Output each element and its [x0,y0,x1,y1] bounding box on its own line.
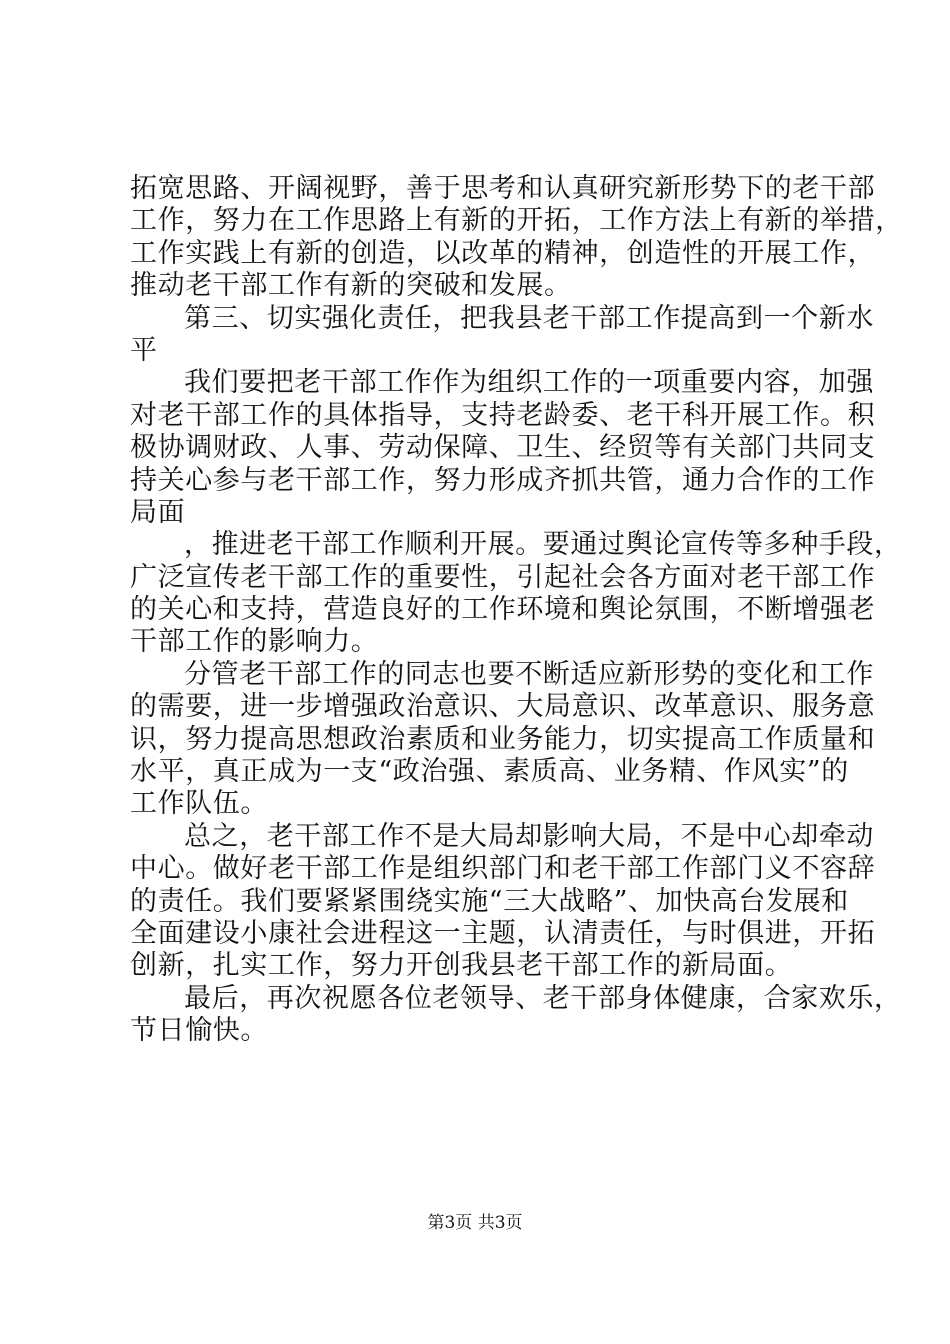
text-line: 持关心参与老干部工作，努力形成齐抓共管，通力合作的工作 [130,464,876,496]
text-line: 水平，真正成为一支“政治强、素质高、业务精、作风实”的 [130,756,849,788]
text-line: 的需要，进一步增强政治意识、大局意识、改革意识、服务意 [130,691,876,723]
text-line: 工作队伍。 [130,788,268,820]
text-line: 中心。做好老干部工作是组织部门和老干部工作部门义不容辞 [130,853,876,885]
text-line: 节日愉快。 [130,1015,268,1047]
text-line: ，推进老干部工作顺利开展。要通过舆论宣传等多种手段， [184,529,902,561]
document-body [130,173,903,1048]
text-line: 工作，努力在工作思路上有新的开拓，工作方法上有新的举措， [130,205,903,237]
text-line: 极协调财政、人事、劳动保障、卫生、经贸等有关部门共同支 [130,432,876,464]
text-line: 创新，扎实工作，努力开创我县老干部工作的新局面。 [130,950,793,982]
text-line: 平 [130,334,158,366]
text-line: 的关心和支持，营造良好的工作环境和舆论氛围，不断增强老 [130,594,876,626]
text-line: 总之，老干部工作不是大局却影响大局，不是中心却牵动 [184,820,874,852]
text-line: 对老干部工作的具体指导，支持老龄委、老干科开展工作。积 [130,399,876,431]
text-line: 分管老干部工作的同志也要不断适应新形势的变化和工作 [184,658,874,690]
page-footer: 第3页 共3页 [427,1213,523,1233]
text-line: 局面 [130,496,186,528]
text-line: 识，努力提高思想政治素质和业务能力，切实提高工作质量和 [130,723,876,755]
text-line: 我们要把老干部工作作为组织工作的一项重要内容，加强 [184,367,874,399]
text-line: 的责任。我们要紧紧围绕实施“三大战略”、加快高台发展和 [130,885,849,917]
text-line: 最后，再次祝愿各位老领导、老干部身体健康，合家欢乐， [184,982,902,1014]
text-line: 广泛宣传老干部工作的重要性，引起社会各方面对老干部工作 [130,561,876,593]
text-line: 推动老干部工作有新的突破和发展。 [130,270,572,302]
text-line: 拓宽思路、开阔视野，善于思考和认真研究新形势下的老干部 [130,173,876,204]
text-line: 全面建设小康社会进程这一主题，认清责任，与时俱进，开拓 [130,917,876,949]
text-line: 工作实践上有新的创造，以改革的精神，创造性的开展工作， [130,237,876,269]
text-line: 干部工作的影响力。 [130,626,379,658]
text-line: 第三、切实强化责任，把我县老干部工作提高到一个新水 [184,302,874,334]
